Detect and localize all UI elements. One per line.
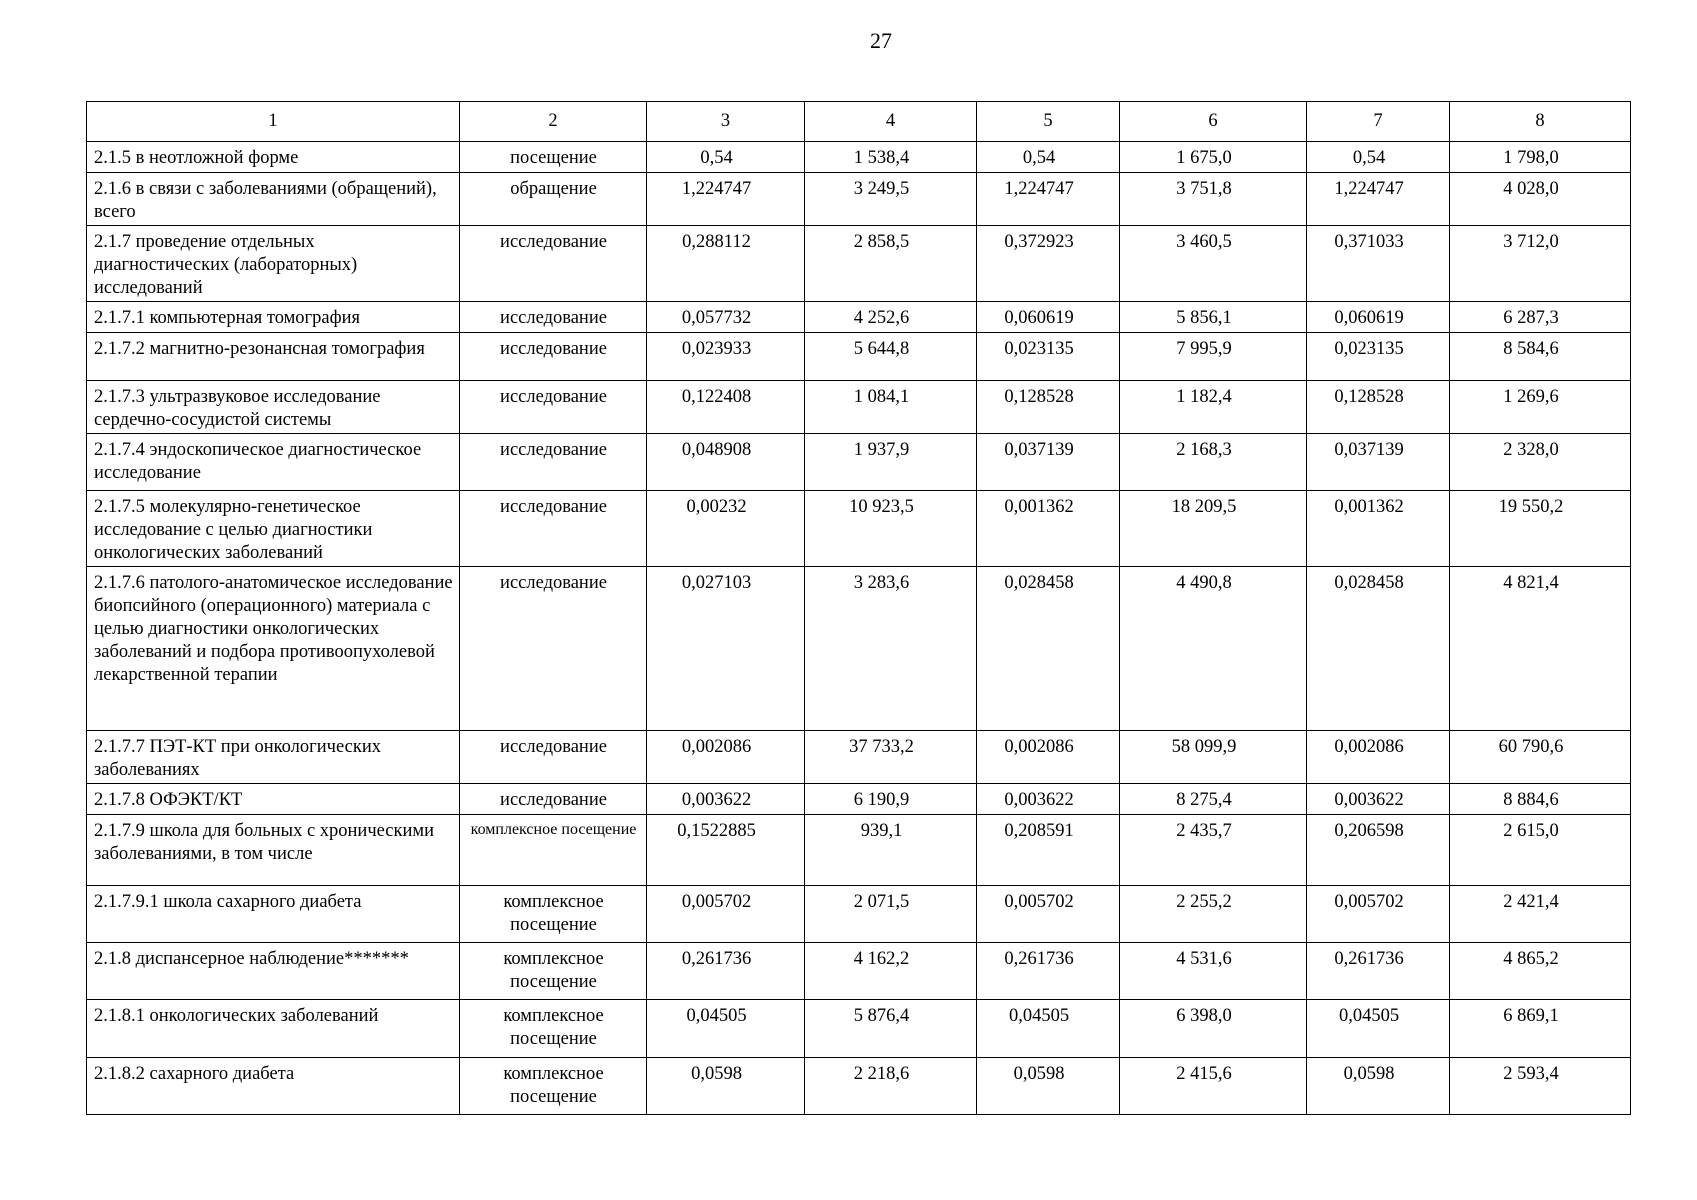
table-row (87, 1058, 1631, 1115)
value-cell-col-6: 1 675,0 (1120, 142, 1307, 173)
value-cell-col-8: 2 615,0 (1450, 815, 1631, 886)
value-cell-col-3: 0,122408 (647, 381, 805, 434)
table-row (87, 491, 1631, 567)
value-cell-col-7: 0,028458 (1307, 567, 1450, 731)
row-name-cell: 2.1.7.2 магнитно-резонансная томография (87, 333, 460, 381)
table-row (87, 1000, 1631, 1058)
value-cell-col-7: 0,060619 (1307, 302, 1450, 333)
value-cell-col-5: 0,001362 (977, 491, 1120, 567)
value-cell-col-5: 0,003622 (977, 784, 1120, 815)
column-header-8: 8 (1450, 102, 1631, 142)
value-cell-col-4: 1 538,4 (805, 142, 977, 173)
value-cell-col-8: 1 798,0 (1450, 142, 1631, 173)
value-cell-col-5: 0,037139 (977, 434, 1120, 491)
row-unit-cell: исследование (460, 226, 647, 302)
value-cell-col-3: 0,002086 (647, 731, 805, 784)
table-row (87, 226, 1631, 302)
value-cell-col-5: 0,023135 (977, 333, 1120, 381)
value-cell-col-8: 2 421,4 (1450, 886, 1631, 943)
value-cell-col-7: 0,206598 (1307, 815, 1450, 886)
value-cell-col-5: 0,261736 (977, 943, 1120, 1000)
row-unit-cell: исследование (460, 434, 647, 491)
value-cell-col-3: 1,224747 (647, 173, 805, 226)
value-cell-col-3: 0,0598 (647, 1058, 805, 1115)
value-cell-col-3: 0,04505 (647, 1000, 805, 1058)
row-unit-cell: исследование (460, 302, 647, 333)
value-cell-col-5: 0,028458 (977, 567, 1120, 731)
value-cell-col-6: 6 398,0 (1120, 1000, 1307, 1058)
value-cell-col-7: 0,261736 (1307, 943, 1450, 1000)
row-name-cell: 2.1.8.1 онкологических заболеваний (87, 1000, 460, 1058)
value-cell-col-3: 0,027103 (647, 567, 805, 731)
value-cell-col-4: 1 937,9 (805, 434, 977, 491)
value-cell-col-6: 5 856,1 (1120, 302, 1307, 333)
column-header-2: 2 (460, 102, 647, 142)
value-cell-col-4: 2 858,5 (805, 226, 977, 302)
value-cell-col-5: 0,005702 (977, 886, 1120, 943)
row-name-cell: 2.1.5 в неотложной форме (87, 142, 460, 173)
value-cell-col-8: 8 584,6 (1450, 333, 1631, 381)
value-cell-col-5: 0,372923 (977, 226, 1120, 302)
value-cell-col-4: 2 218,6 (805, 1058, 977, 1115)
value-cell-col-6: 2 255,2 (1120, 886, 1307, 943)
row-unit-cell: комплексное посещение (460, 886, 647, 943)
value-cell-col-7: 0,003622 (1307, 784, 1450, 815)
value-cell-col-8: 4 028,0 (1450, 173, 1631, 226)
table-row (87, 333, 1631, 381)
column-header-3: 3 (647, 102, 805, 142)
row-name-cell: 2.1.7 проведение отдельных диагностических (лабораторных) исследований (87, 226, 460, 302)
row-unit-cell: обращение (460, 173, 647, 226)
value-cell-col-8: 8 884,6 (1450, 784, 1631, 815)
value-cell-col-4: 5 644,8 (805, 333, 977, 381)
row-name-cell: 2.1.7.4 эндоскопическое диагностическое исследование (87, 434, 460, 491)
table-row (87, 567, 1631, 731)
table-row (87, 302, 1631, 333)
value-cell-col-6: 7 995,9 (1120, 333, 1307, 381)
table-header-row (87, 102, 1631, 142)
value-cell-col-4: 6 190,9 (805, 784, 977, 815)
row-unit-cell: исследование (460, 333, 647, 381)
value-cell-col-4: 10 923,5 (805, 491, 977, 567)
value-cell-col-6: 2 435,7 (1120, 815, 1307, 886)
row-name-cell: 2.1.7.8 ОФЭКТ/КТ (87, 784, 460, 815)
value-cell-col-6: 2 415,6 (1120, 1058, 1307, 1115)
column-header-1: 1 (87, 102, 460, 142)
value-cell-col-6: 1 182,4 (1120, 381, 1307, 434)
row-unit-cell: комплексное посещение (460, 1058, 647, 1115)
table-row (87, 815, 1631, 886)
value-cell-col-6: 3 751,8 (1120, 173, 1307, 226)
column-header-6: 6 (1120, 102, 1307, 142)
row-name-cell: 2.1.6 в связи с заболеваниями (обращений), всего (87, 173, 460, 226)
row-unit-cell: исследование (460, 731, 647, 784)
row-unit-cell: исследование (460, 784, 647, 815)
value-cell-col-6: 18 209,5 (1120, 491, 1307, 567)
value-cell-col-8: 1 269,6 (1450, 381, 1631, 434)
value-cell-col-8: 3 712,0 (1450, 226, 1631, 302)
value-cell-col-4: 4 162,2 (805, 943, 977, 1000)
value-cell-col-7: 0,04505 (1307, 1000, 1450, 1058)
value-cell-col-7: 0,001362 (1307, 491, 1450, 567)
value-cell-col-6: 8 275,4 (1120, 784, 1307, 815)
page-number: 27 (870, 28, 892, 53)
row-unit-cell: исследование (460, 491, 647, 567)
table-body (87, 142, 1631, 1115)
table-row (87, 731, 1631, 784)
value-cell-col-3: 0,003622 (647, 784, 805, 815)
value-cell-col-3: 0,1522885 (647, 815, 805, 886)
value-cell-col-4: 939,1 (805, 815, 977, 886)
value-cell-col-7: 1,224747 (1307, 173, 1450, 226)
table-row (87, 142, 1631, 173)
value-cell-col-3: 0,00232 (647, 491, 805, 567)
value-cell-col-7: 0,005702 (1307, 886, 1450, 943)
value-cell-col-7: 0,371033 (1307, 226, 1450, 302)
column-header-7: 7 (1307, 102, 1450, 142)
value-cell-col-6: 2 168,3 (1120, 434, 1307, 491)
table-row (87, 173, 1631, 226)
value-cell-col-7: 0,023135 (1307, 333, 1450, 381)
value-cell-col-8: 2 328,0 (1450, 434, 1631, 491)
value-cell-col-7: 0,002086 (1307, 731, 1450, 784)
row-unit-cell: исследование (460, 567, 647, 731)
row-unit-cell: комплексное посещение (460, 1000, 647, 1058)
value-cell-col-3: 0,288112 (647, 226, 805, 302)
table-row (87, 784, 1631, 815)
value-cell-col-4: 2 071,5 (805, 886, 977, 943)
value-cell-col-6: 58 099,9 (1120, 731, 1307, 784)
value-cell-col-5: 0,128528 (977, 381, 1120, 434)
value-cell-col-6: 3 460,5 (1120, 226, 1307, 302)
value-cell-col-8: 19 550,2 (1450, 491, 1631, 567)
row-name-cell: 2.1.7.6 патолого-анатомическое исследование биопсийного (операционного) материала с целью диагностики онкологических заболеваний и подбора противоопухолевой лекарственной терапии (87, 567, 460, 731)
value-cell-col-3: 0,261736 (647, 943, 805, 1000)
value-cell-col-4: 37 733,2 (805, 731, 977, 784)
row-name-cell: 2.1.7.7 ПЭТ-КТ при онкологических заболеваниях (87, 731, 460, 784)
value-cell-col-8: 2 593,4 (1450, 1058, 1631, 1115)
value-cell-col-3: 0,048908 (647, 434, 805, 491)
value-cell-col-3: 0,057732 (647, 302, 805, 333)
row-name-cell: 2.1.8.2 сахарного диабета (87, 1058, 460, 1115)
value-cell-col-4: 3 283,6 (805, 567, 977, 731)
value-cell-col-7: 0,037139 (1307, 434, 1450, 491)
value-cell-col-8: 6 869,1 (1450, 1000, 1631, 1058)
value-cell-col-5: 0,0598 (977, 1058, 1120, 1115)
value-cell-col-5: 0,208591 (977, 815, 1120, 886)
value-cell-col-7: 0,54 (1307, 142, 1450, 173)
table-row (87, 381, 1631, 434)
row-unit-cell: посещение (460, 142, 647, 173)
value-cell-col-4: 5 876,4 (805, 1000, 977, 1058)
column-header-5: 5 (977, 102, 1120, 142)
value-cell-col-4: 3 249,5 (805, 173, 977, 226)
table-row (87, 943, 1631, 1000)
value-cell-col-8: 6 287,3 (1450, 302, 1631, 333)
row-name-cell: 2.1.7.9.1 школа сахарного диабета (87, 886, 460, 943)
value-cell-col-6: 4 531,6 (1120, 943, 1307, 1000)
value-cell-col-3: 0,54 (647, 142, 805, 173)
value-cell-col-7: 0,0598 (1307, 1058, 1450, 1115)
row-name-cell: 2.1.7.9 школа для больных с хроническими заболеваниями, в том числе (87, 815, 460, 886)
value-cell-col-5: 0,04505 (977, 1000, 1120, 1058)
value-cell-col-6: 4 490,8 (1120, 567, 1307, 731)
row-name-cell: 2.1.8 диспансерное наблюдение******* (87, 943, 460, 1000)
row-unit-cell: комплексное посещение (460, 815, 647, 886)
column-header-4: 4 (805, 102, 977, 142)
value-cell-col-3: 0,023933 (647, 333, 805, 381)
value-cell-col-8: 4 821,4 (1450, 567, 1631, 731)
row-unit-cell: комплексное посещение (460, 943, 647, 1000)
value-cell-col-4: 1 084,1 (805, 381, 977, 434)
value-cell-col-5: 0,060619 (977, 302, 1120, 333)
row-name-cell: 2.1.7.1 компьютерная томография (87, 302, 460, 333)
value-cell-col-3: 0,005702 (647, 886, 805, 943)
table-row (87, 434, 1631, 491)
data-table (86, 101, 1631, 1115)
value-cell-col-5: 0,54 (977, 142, 1120, 173)
value-cell-col-7: 0,128528 (1307, 381, 1450, 434)
value-cell-col-5: 1,224747 (977, 173, 1120, 226)
row-unit-cell: исследование (460, 381, 647, 434)
table-container (86, 101, 1631, 1115)
table-row (87, 886, 1631, 943)
value-cell-col-8: 60 790,6 (1450, 731, 1631, 784)
value-cell-col-4: 4 252,6 (805, 302, 977, 333)
value-cell-col-8: 4 865,2 (1450, 943, 1631, 1000)
row-name-cell: 2.1.7.5 молекулярно-генетическое исследование с целью диагностики онкологических заболеваний (87, 491, 460, 567)
row-name-cell: 2.1.7.3 ультразвуковое исследование сердечно-сосудистой системы (87, 381, 460, 434)
value-cell-col-5: 0,002086 (977, 731, 1120, 784)
